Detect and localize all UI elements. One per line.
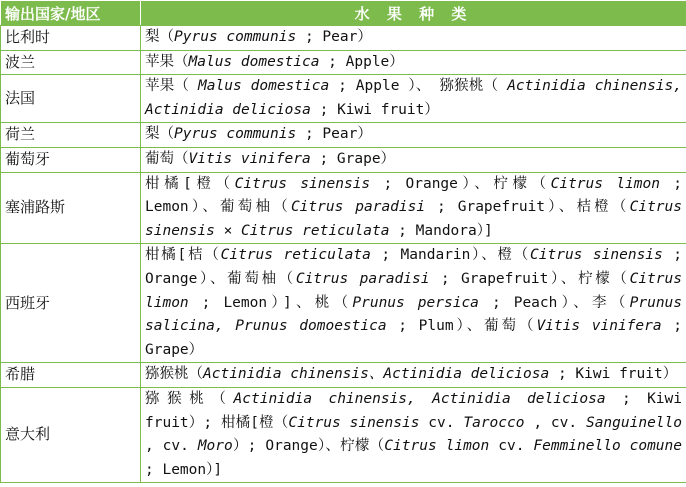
fruit-text: ; Apple ）、 猕猴桃（	[329, 78, 508, 95]
scientific-name: Citrus sinensis × Citrus reticulata	[145, 199, 682, 239]
fruit-text: ; Kiwi fruit）; 柑橘[橙（	[145, 390, 682, 431]
fruit-types-cell	[141, 387, 686, 482]
fruit-text: ; Pear）	[296, 29, 372, 45]
header-country: 输出国家/地区	[1, 1, 141, 26]
country-cell: 波兰	[1, 50, 141, 75]
fruit-text: ; Grapefruit）、桔橙（	[425, 199, 630, 216]
country-cell: 西班牙	[1, 244, 141, 363]
fruit-types-cell	[141, 75, 686, 123]
country-cell: 法国	[1, 75, 141, 123]
fruit-text: ; Kiwi fruit）	[310, 101, 439, 118]
fruit-text: 梨（	[145, 29, 174, 45]
fruit-types-cell	[141, 26, 686, 51]
fruit-text: ; Grape）	[145, 318, 682, 358]
scientific-name: Malus domestica	[188, 53, 320, 70]
scientific-name: Vitis vinifera	[536, 318, 662, 335]
scientific-name: Citrus sinensis	[530, 247, 663, 264]
fruit-text: ; Orange）、葡萄柚（	[145, 247, 683, 287]
scientific-name: Pyrus communis	[174, 126, 297, 143]
table-row	[1, 244, 686, 363]
fruit-text: 苹果（	[145, 78, 199, 95]
fruit-text: ; Grapefruit）、柠檬（	[429, 270, 630, 287]
fruit-text: ; Lemon）、葡萄柚（	[145, 175, 682, 216]
table-row	[1, 387, 686, 482]
fruit-text: 柑橘[橙（	[145, 175, 235, 192]
scientific-name: Citrus reticulata	[220, 247, 371, 264]
fruit-text: , cv.	[145, 438, 198, 455]
fruit-text: , cv.	[524, 414, 586, 431]
country-cell: 意大利	[1, 387, 141, 482]
scientific-name: Prunus persica	[352, 294, 479, 311]
fruit-types-cell	[141, 147, 686, 172]
fruit-types-cell	[141, 244, 686, 363]
scientific-name: Pyrus communis	[174, 29, 297, 45]
scientific-name: Malus domestica	[198, 78, 330, 95]
fruit-text: ; Mandora）]	[389, 222, 493, 239]
fruit-text: ; Peach）、李（	[478, 294, 630, 311]
scientific-name: Citrus sinensis	[288, 414, 420, 431]
header-fruit-types: 水 果 种 类	[141, 1, 686, 26]
fruit-text: ）; Orange）、柠檬（	[232, 438, 385, 455]
scientific-name: Femminello comune	[533, 438, 682, 455]
table-row	[1, 26, 686, 51]
scientific-name: Moro	[197, 438, 233, 455]
country-cell: 希腊	[1, 363, 141, 388]
country-cell: 荷兰	[1, 123, 141, 148]
scientific-name: Citrus limon	[384, 438, 490, 455]
fruit-text: 柑橘[桔（	[145, 247, 221, 264]
scientific-name: Actinidia chinensis, Actinidia deliciosa	[233, 390, 606, 407]
table-row	[1, 50, 686, 75]
scientific-name: Citrus sinensis	[234, 175, 371, 192]
fruit-text: ; Apple）	[319, 53, 404, 70]
fruit-text: ; Mandarin）、橙（	[370, 247, 531, 264]
fruit-text: ; Pear）	[296, 126, 372, 143]
scientific-name: Citrus paradisi	[295, 270, 430, 287]
table-header-row	[1, 1, 686, 26]
country-cell: 葡萄牙	[1, 147, 141, 172]
scientific-name: Citrus limon	[550, 175, 660, 192]
fruit-text: cv.	[489, 438, 534, 455]
table-row	[1, 172, 686, 244]
fruit-types-cell	[141, 50, 686, 75]
fruit-text: 苹果（	[145, 53, 189, 70]
scientific-name: Prunus salicina, Prunus domoestica	[145, 294, 683, 335]
fruit-text: ; Plum）、葡萄（	[386, 318, 537, 335]
fruit-text: ; Orange）、柠檬（	[370, 175, 551, 192]
fruit-types-cell	[141, 172, 686, 244]
fruit-text: 猕猴桃（	[145, 366, 203, 383]
fruit-text: ; Lemon）]	[145, 461, 223, 478]
fruit-text: ; Lemon）]、桃（	[188, 294, 353, 311]
country-cell: 塞浦路斯	[1, 172, 141, 244]
scientific-name: Vitis vinifera	[188, 150, 311, 167]
table-body	[1, 26, 686, 483]
table-row	[1, 363, 686, 388]
fruit-text: cv.	[419, 414, 464, 431]
fruit-text: 梨（	[145, 126, 174, 143]
scientific-name: Tarocco	[463, 414, 525, 431]
scientific-name: Actinidia chinensis, Actinidia deliciosa	[145, 78, 682, 118]
table-row	[1, 75, 686, 123]
fruit-text: 葡萄（	[145, 150, 189, 167]
fruit-types-cell	[141, 123, 686, 148]
country-cell: 比利时	[1, 26, 141, 51]
fruit-text: ; Grape）	[310, 150, 396, 167]
scientific-name: Citrus limon	[145, 270, 682, 311]
fruit-types-cell	[141, 363, 686, 388]
fruit-text: ; Kiwi fruit）	[549, 366, 678, 383]
table-row	[1, 123, 686, 148]
fruit-text: 猕猴桃（	[145, 390, 234, 407]
scientific-name: Sanguinello	[585, 414, 682, 431]
scientific-name: Actinidia chinensis、Actinidia deliciosa	[203, 366, 550, 383]
scientific-name: Citrus paradisi	[290, 199, 426, 216]
table-row	[1, 147, 686, 172]
